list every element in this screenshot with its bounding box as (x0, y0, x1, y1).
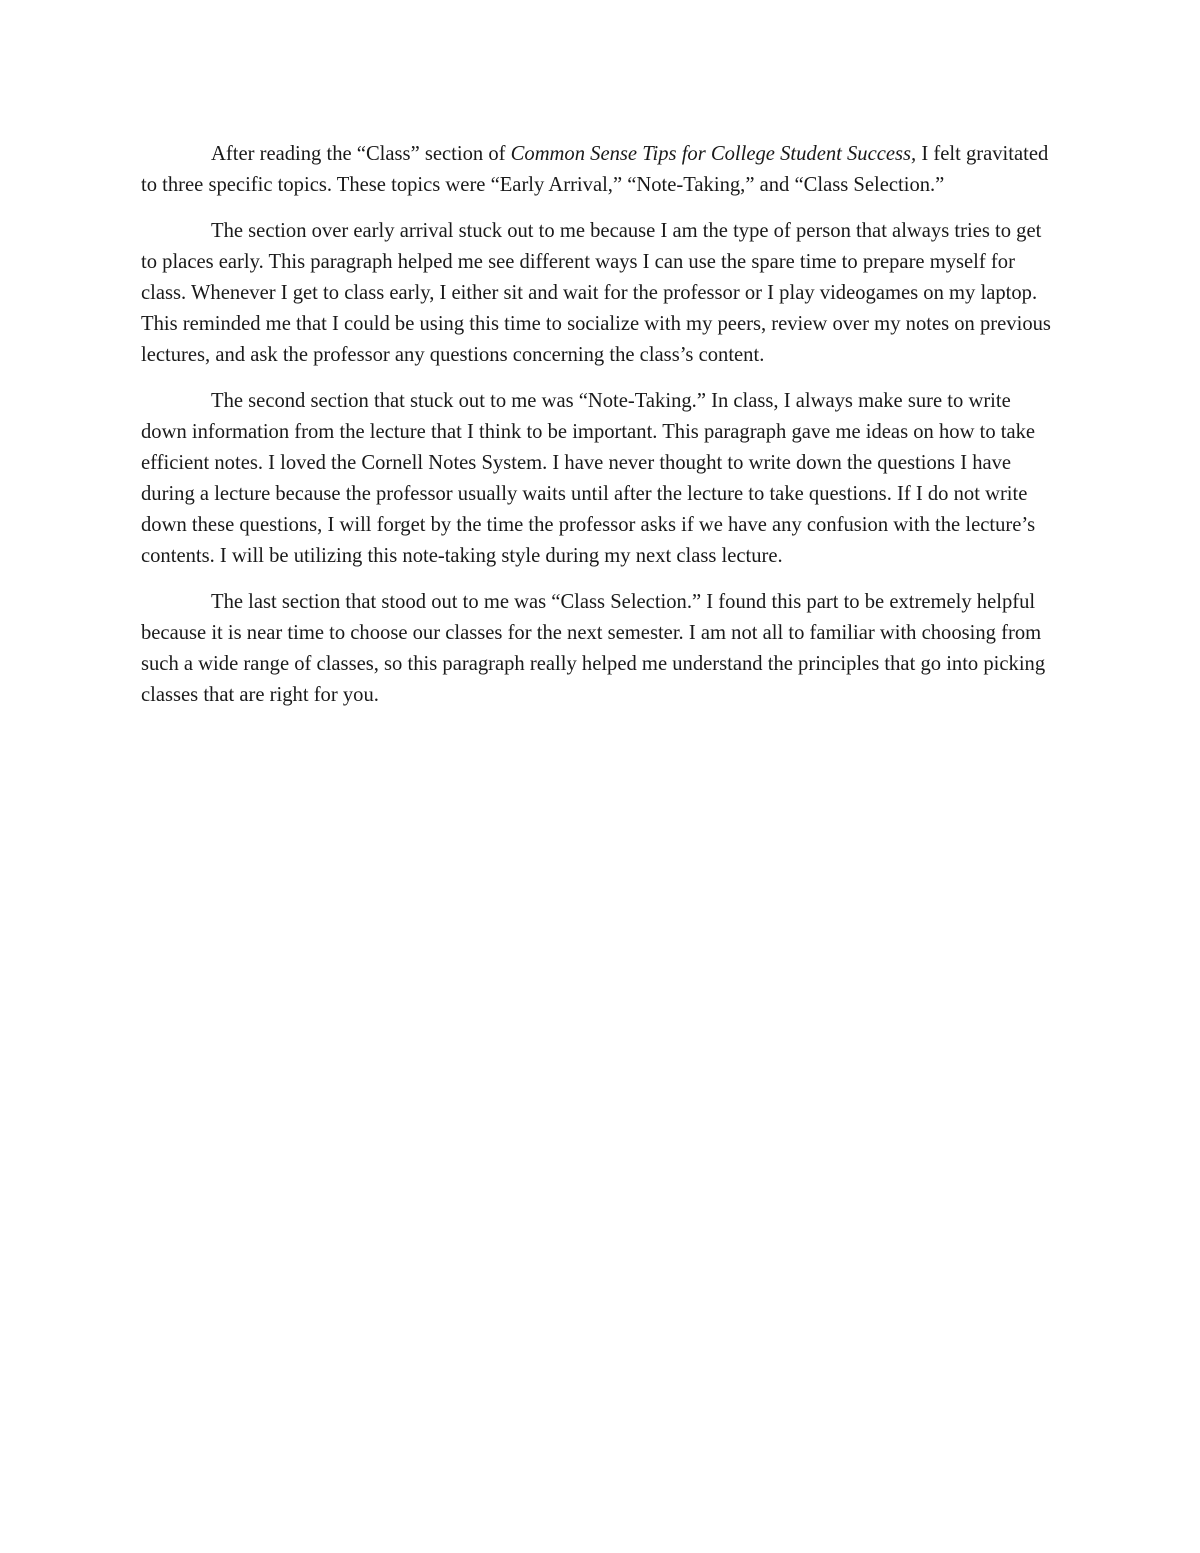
paragraph-intro-rest: I felt gravitated to three specific topics. These topics were “Early Arrival,” “Note-Taking,” and “Class Selection.” (141, 143, 1049, 196)
book-title: Common Sense Tips for College Student Success, (510, 143, 917, 165)
paragraph-note-taking: The second section that stuck out to me was “Note-Taking.” In class, I always make sure to write down information from the lecture that I think to be important. This paragraph gave me ideas on how to take efficient notes. I loved the Cornell Notes System. I have never thought to write down the questions I have during a lecture because the professor usually waits until after the lecture to take questions. If I do not write down these questions, I will forget by the time the professor asks if we have any confusion with the lecture’s contents. I will be utilizing this note-taking style during my next class lecture. (141, 390, 1036, 567)
document-body (141, 139, 1059, 711)
paragraph-intro-lead: After reading the “Class” section of (211, 143, 511, 165)
paragraph-intro (141, 139, 1059, 201)
paragraph-early-arrival: The section over early arrival stuck out to me because I am the type of person that always tries to get to places early. This paragraph helped me see different ways I can use the spare time to prepare myself for class. Whenever I get to class early, I either sit and wait for the professor or I play videogames on my laptop. This reminded me that I could be using this time to socialize with my peers, review over my notes on previous lectures, and ask the professor any questions concerning the class’s content. (141, 220, 1051, 366)
paragraph-class-selection: The last section that stood out to me was “Class Selection.” I found this part to be extremely helpful because it is near time to choose our classes for the next semester. I am not all to familiar with choosing from such a wide range of classes, so this paragraph really helped me understand the principles that go into picking classes that are right for you. (141, 591, 1046, 706)
